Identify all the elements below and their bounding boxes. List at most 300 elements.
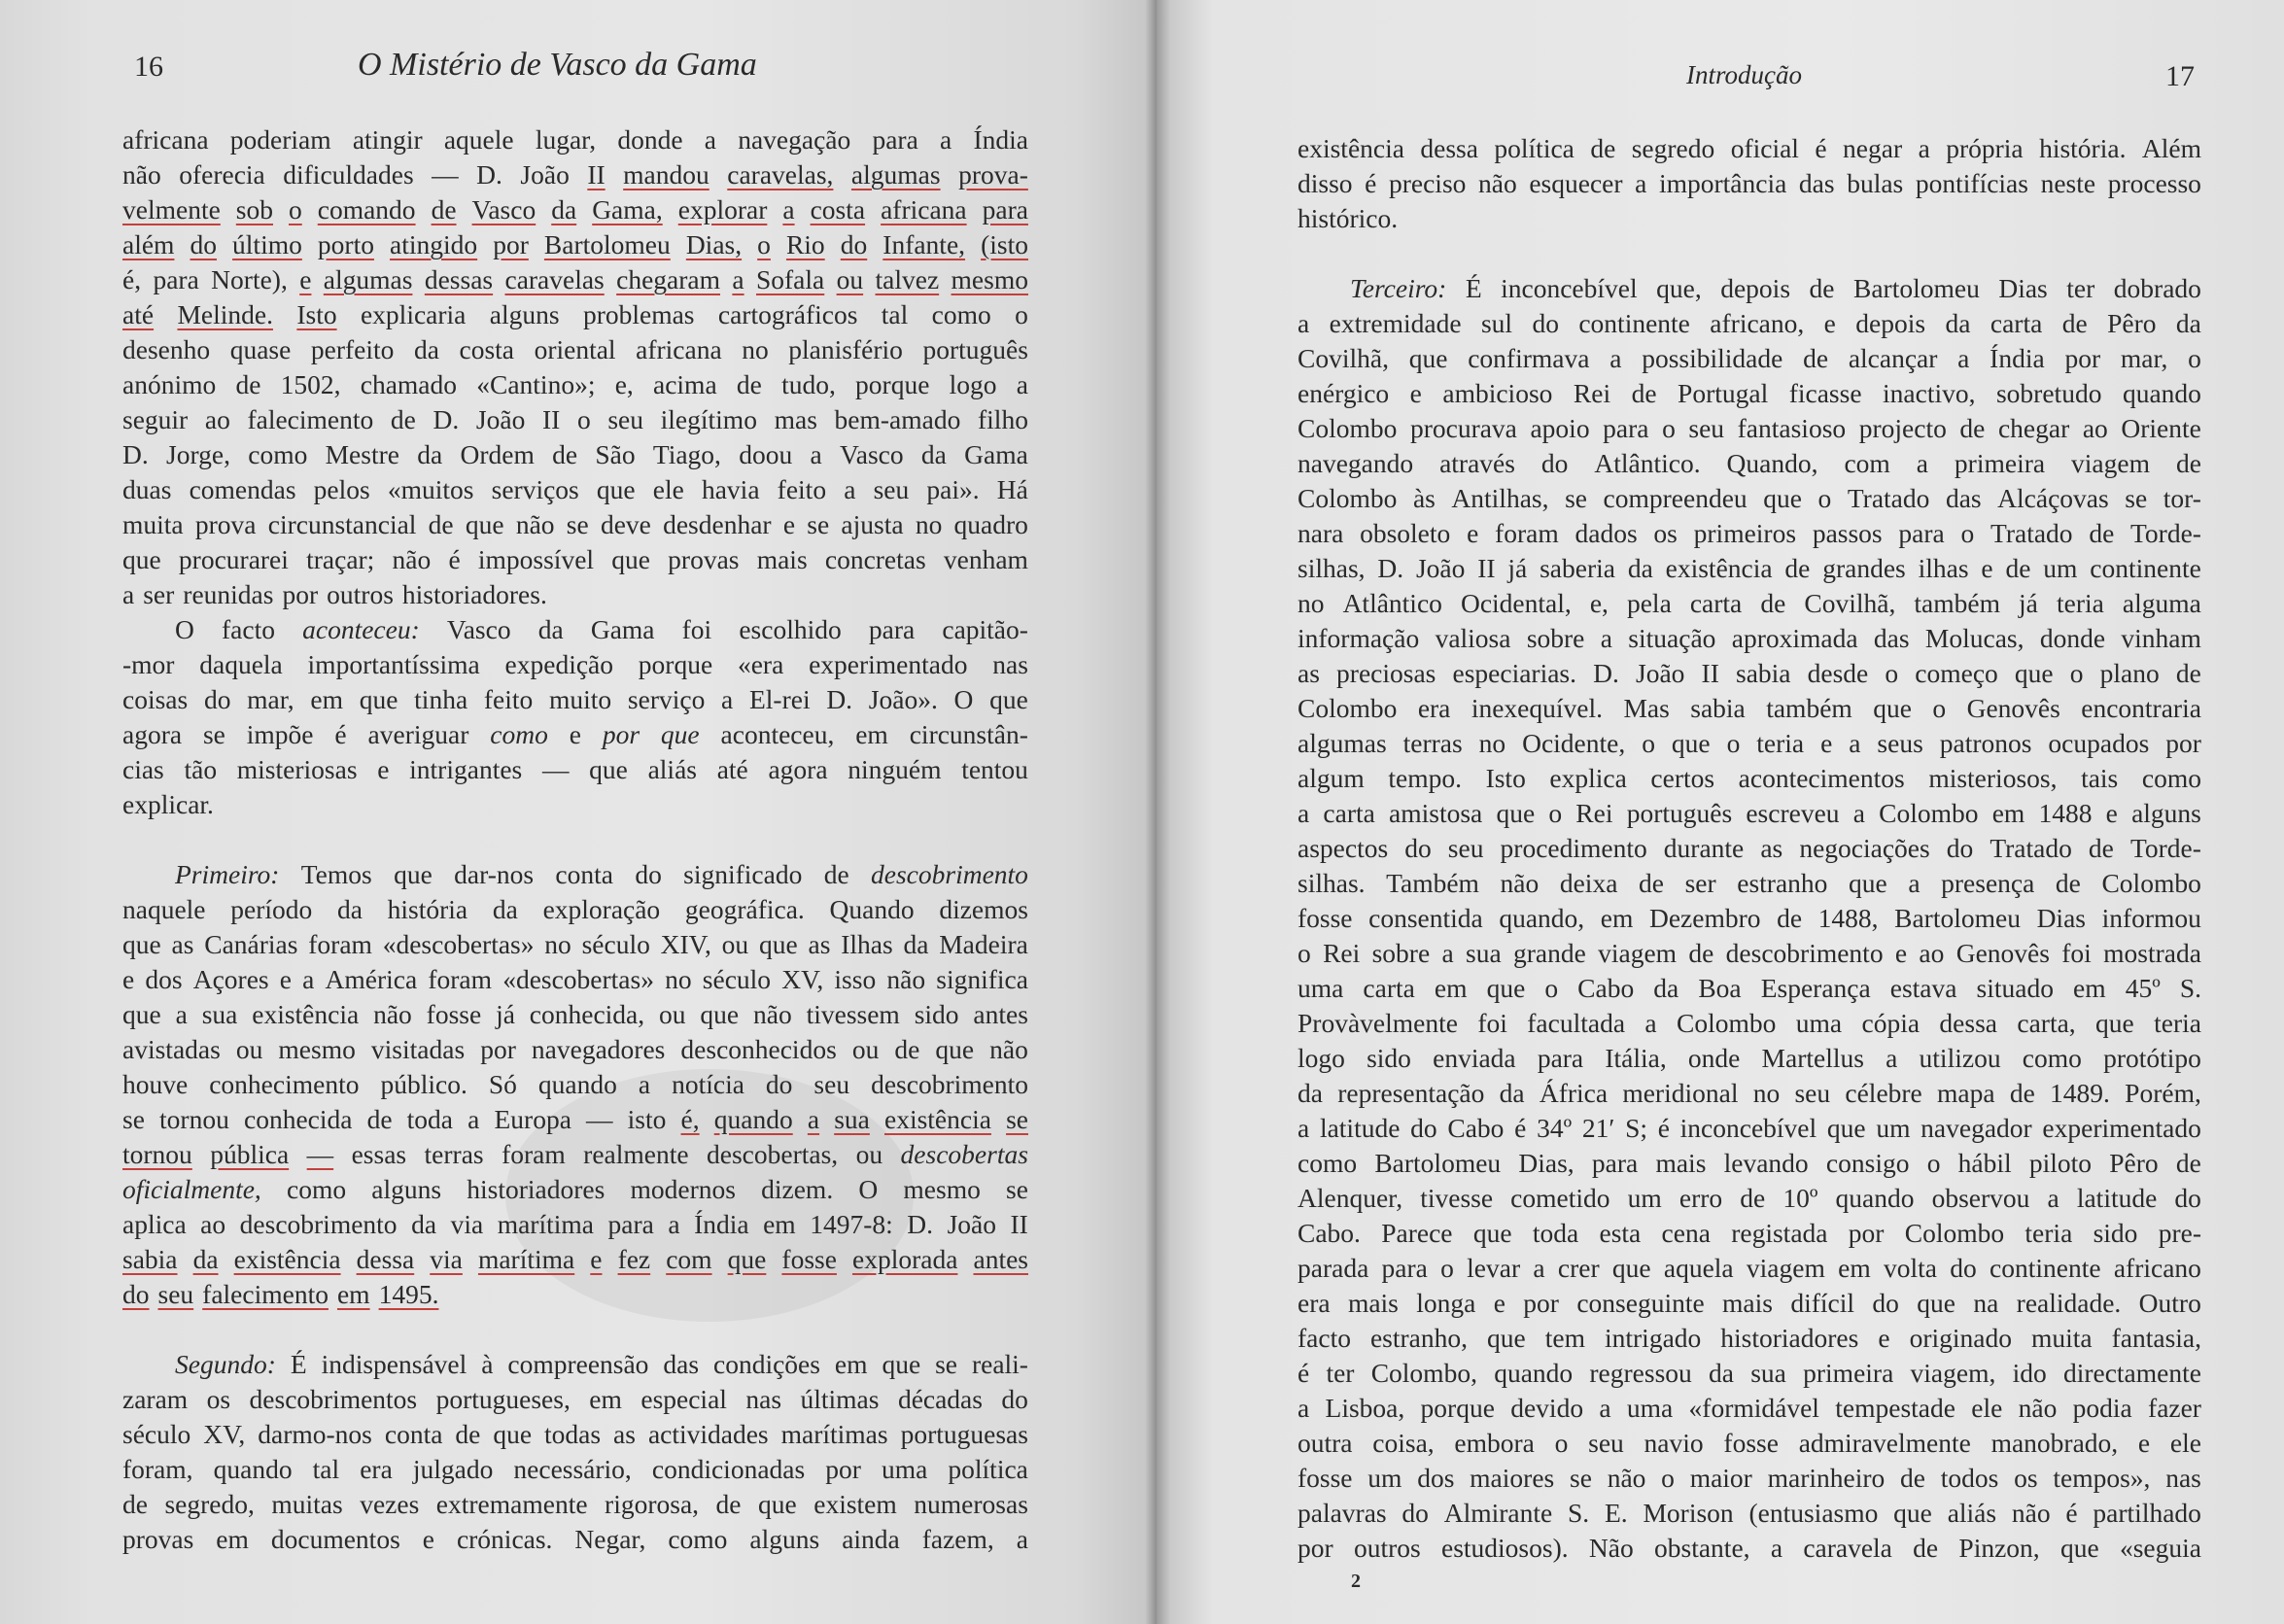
word: e [569,719,581,749]
word: explorar [677,194,768,225]
word: — [586,1104,613,1134]
running-title: Introdução [1686,60,1802,89]
word: conta [555,859,613,889]
word: depois [1720,273,1791,303]
word: política [948,1454,1028,1484]
word: Torde- [2130,518,2201,548]
word: para [1591,1148,1639,1178]
word: agora [122,719,183,749]
word: África [1539,1078,1609,1108]
text-line [1298,1006,2201,1041]
word: havia [701,474,760,504]
word: é [334,719,347,749]
word: da [492,894,518,924]
word: de [455,1419,481,1449]
word: darmo-nos [258,1419,372,1449]
word: navegadores [531,1034,666,1064]
word: africana [636,334,722,364]
word: da [1653,973,1679,1003]
word: especiarias. [1452,658,1576,688]
word: de [2009,1078,2035,1108]
word: que [935,1034,975,1064]
word: em [2073,973,2106,1003]
word: daquela [199,649,283,679]
word: Antilhas, [1451,483,1549,513]
word: deixa [1559,868,1618,898]
text-line [122,402,1028,437]
word: fez [617,1244,651,1274]
word: seus [1877,728,1923,758]
word: caravelas [504,264,605,294]
word: é [448,544,461,574]
word: circunstancial [267,509,417,539]
word: latitude [1319,1113,1401,1143]
word: viagem [1598,938,1678,968]
word: da [417,439,443,469]
word: alguns [489,299,560,329]
word: por [2064,343,2101,373]
word: de [736,369,762,399]
word: em [1838,1253,1871,1283]
word: fosse [426,999,482,1029]
word: e [377,754,390,784]
word: tal [881,299,909,329]
word: que, [1656,273,1702,303]
word: Genovês [1966,693,2060,723]
word: Colombo [1298,413,1398,443]
word: bulas [1847,168,1904,198]
word: viagem [1746,1253,1825,1283]
word: que [589,754,628,784]
word: nas [2165,1463,2201,1493]
text-line [1298,1321,2201,1356]
word: ao [1919,938,1945,968]
word: (isto [981,229,1028,259]
word: Covilhã, [1804,588,1896,618]
text-line [122,1382,1028,1417]
word: ter [1326,1358,1355,1388]
word: Tratado [1990,518,2073,548]
word: Terceiro: [1350,273,1447,303]
word: que [493,1419,533,1449]
word: até [122,299,155,329]
word: ou [659,999,686,1029]
word: dessa [1420,133,1478,163]
word: aproximada [1731,623,1858,653]
word: facto [222,614,275,644]
word: ao [200,1209,226,1239]
word: sabia [1690,693,1746,723]
word: (entusiasmo [1748,1498,1879,1528]
word: a [1849,728,1861,758]
word: Quando [829,894,915,924]
word: circunstân- [909,719,1028,749]
word: rigorosa, [605,1489,700,1519]
word: S; [1625,1113,1647,1143]
word: Também [1386,868,1479,898]
word: manobrado, [1990,1428,2119,1458]
word: compreensão [507,1349,649,1379]
word: Quando, [1726,448,1818,478]
text-line [122,717,1028,752]
word: inactivo, [1883,378,1976,408]
word: as [808,929,831,959]
word: seu [1588,1428,1624,1458]
word: do [190,229,217,259]
word: documentos [270,1524,400,1554]
word: as [1760,833,1783,863]
word: é [1815,133,1827,163]
text-line [122,297,1028,332]
text-line [122,367,1028,402]
word: preciosas [1336,658,1436,688]
word: caravela [1803,1533,1892,1563]
word: é [1298,1358,1310,1388]
word: navegação [738,124,851,155]
word: «era [737,649,784,679]
word: seu [157,1279,194,1309]
word: de [1784,553,1811,583]
text-line [1298,1181,2201,1216]
word: perfeito [310,334,395,364]
word: o [1926,1148,1941,1178]
word: décadas [897,1384,983,1414]
word: acontecimentos [1738,763,1905,793]
word: Martellus [1761,1043,1864,1073]
word: 1497-8: [810,1209,893,1239]
word: ocupados [2048,728,2150,758]
word: de [1760,588,1786,618]
text-line [1298,306,2201,341]
word: do [635,859,662,889]
word: começo [1915,658,1998,688]
word: grande [1512,938,1586,968]
word: Segundo: [175,1349,276,1379]
word: a [810,439,822,469]
word: e [1409,378,1422,408]
word: que [1671,728,1711,758]
word: vinham [2121,623,2201,653]
word: e [279,964,292,994]
word: era [1298,1288,1331,1318]
word: da [1945,308,1971,338]
word: São [595,439,636,469]
word: Bartolomeu [543,229,671,259]
word: que [611,544,650,574]
word: Rio [785,229,825,259]
word: dizemos [939,894,1028,924]
word: É [290,1349,307,1379]
word: Outro [2138,1288,2201,1318]
word: historiadores [1720,1323,1859,1353]
word: Ilhas [841,929,893,959]
word: Cabo [1447,1113,1505,1143]
word: portuguesas [900,1419,1028,1449]
text-line [1298,551,2201,586]
word: porque [1420,1393,1495,1423]
word: o [576,404,591,434]
word: a [668,1209,680,1239]
word: Alcáçovas [1997,483,2109,513]
word: em [216,1524,249,1554]
word: em [310,684,344,714]
word: seguir [122,404,189,434]
word: condições [712,1349,820,1379]
text-line [122,612,1028,647]
word: explica [1549,763,1627,793]
word: S. [2179,973,2201,1003]
text-line [122,437,1028,472]
word: onde [1687,1043,1741,1073]
word: para [868,614,916,644]
word: atingido [390,229,478,259]
paragraph-gap [122,1312,1028,1347]
word: seu [1794,1078,1831,1108]
word: filho [978,404,1028,434]
word: sua [1466,938,1502,968]
word: dos [145,964,183,994]
word: João [1415,553,1466,583]
word: Rei [1575,798,1613,828]
word: e, [1589,588,1609,618]
word: de [1803,343,1829,373]
word: que [700,999,740,1029]
word: É [1465,273,1482,303]
word: própria [1946,133,2024,163]
word: realmente [583,1139,689,1169]
word: Colombo [1904,1218,2005,1248]
word: o [2069,658,2084,688]
text-line [1298,1496,2201,1531]
word: se [807,509,830,539]
word: historiadores. [401,579,547,609]
word: o [1661,1463,1675,1493]
word: a [1609,343,1622,373]
word: mostrada [2103,938,2201,968]
word: alguns [2131,798,2201,828]
word: D. [433,404,460,434]
word: expedição [504,649,614,679]
word: dizem. [761,1174,834,1204]
word: procurava [1409,413,1517,443]
word: e [1820,728,1833,758]
text-line [122,577,1028,612]
word: Europa [494,1104,571,1134]
word: valiosa [1435,623,1511,653]
text-line [1298,1426,2201,1461]
word: ser [143,579,175,609]
word: XIV, [660,929,711,959]
word: XV, [781,964,824,994]
text-line [1298,1146,2201,1181]
word: as [171,929,194,959]
word: o [1960,518,1975,548]
word: ele [2169,1428,2201,1458]
word: situado [1976,973,2054,1003]
word: Primeiro: [175,859,280,889]
word: porto [317,229,374,259]
word: a [732,264,744,294]
word: pai». [926,474,980,504]
word: mar, [247,684,294,714]
word: como [490,719,548,749]
word: de [122,1489,148,1519]
word: a [1599,1393,1611,1423]
word: e, [614,369,634,399]
word: que [2014,658,2054,688]
word: pública [210,1139,290,1169]
word: Índia [1990,343,2045,373]
word: das [1798,168,1835,198]
word: confirmava [1468,343,1590,373]
word: tal [312,1454,340,1484]
word: Infante, [882,229,966,259]
word: de [428,509,454,539]
word: nas [992,649,1028,679]
word: aconteceu, [720,719,835,749]
word: costa [810,194,866,225]
word: se [1565,483,1587,513]
text-line [122,787,1028,822]
text-line [122,122,1028,157]
word: existência [1298,133,1404,163]
word: — [306,1139,334,1169]
word: em [1434,973,1468,1003]
word: «descobertas» [502,964,654,994]
word: isto [627,1104,667,1134]
word: primeira [1803,1358,1894,1388]
word: Vasco [839,439,904,469]
word: estava [1889,973,1957,1003]
word: dobrado [2113,273,2201,303]
word: indispensável [321,1349,467,1379]
word: continente [1578,308,1690,338]
word: a [1533,1253,1545,1283]
text-line [122,472,1028,507]
word: logo [949,369,997,399]
word: do [1950,1253,1977,1283]
word: 1488 [2038,798,2093,828]
word: africano, [1710,308,1805,338]
word: ficasse [1788,378,1862,408]
word: capitão- [942,614,1028,644]
word: não [752,999,792,1029]
word: terras [424,1139,484,1169]
word: exploração [542,894,661,924]
word: quando [1494,1358,1574,1388]
word: originado [1909,1323,2012,1353]
word: quando, [1499,903,1585,933]
word: da [411,1209,437,1239]
word: Almirante [1443,1498,1553,1528]
word: explicaria [360,299,467,329]
word: — [541,754,570,784]
word: Dias [1998,273,2048,303]
word: de [1777,903,1803,933]
word: venham [943,544,1028,574]
word: facto [1298,1323,1351,1353]
word: estranho, [1369,1323,1469,1353]
word: o [1298,938,1311,968]
word: aplica [122,1209,187,1239]
word: encontraria [2081,693,2201,723]
word: se [1570,1463,1592,1493]
text-line [122,647,1028,682]
word: levando [1723,1148,1809,1178]
text-line [122,1172,1028,1207]
word: grandes [1822,553,1906,583]
word: estudiosos). [1440,1533,1569,1563]
word: Lisboa, [1325,1393,1405,1423]
word: dos [1417,1463,1455,1493]
word: tais [2081,763,2119,793]
text-line [1298,831,2201,866]
word: das [1945,483,1982,513]
word: também [1914,588,2000,618]
word: ao [204,404,230,434]
word: antes [973,999,1028,1029]
word: Pinzon, [1958,1533,2040,1563]
word: inexequível. [1471,693,1603,723]
word: como [2141,763,2201,793]
word: Isto [296,299,337,329]
word: Provàvelmente [1298,1008,1458,1038]
word: negar [1843,133,1903,163]
word: consentida [1368,903,1483,933]
word: a [638,1069,651,1099]
word: ou [836,264,864,294]
word: porque [855,369,930,399]
word: o [757,229,771,259]
word: sobretudo [1995,378,2102,408]
word: à [481,1349,494,1379]
word: de [2175,658,2201,688]
word: tudo, [781,369,836,399]
word: 1495. [378,1279,439,1309]
word: algumas [1298,728,1387,758]
word: já [2019,588,2038,618]
word: a [721,684,734,714]
word: é [1514,1113,1527,1143]
word: o [1554,1428,1569,1458]
word: Itália, [1605,1043,1667,1073]
word: porque [638,649,713,679]
word: viagem [2071,448,2150,478]
word: D. [1377,553,1404,583]
word: aliás [1947,1498,1997,1528]
text-line [122,542,1028,577]
word: inconcebível [1679,1113,1817,1143]
word: D. [1593,658,1619,688]
word: Madeira [939,929,1028,959]
word: tornou [122,1139,192,1169]
word: — [432,159,459,190]
word: Ocidental, [1460,588,1572,618]
word: mesmo [951,264,1028,294]
word: «formidável [1688,1393,1819,1423]
word: neste [2040,168,2096,198]
word: planisfério [788,334,903,364]
word: não [2011,1498,2051,1528]
word: serviços [491,474,579,504]
word: a [467,1104,480,1134]
text-line [122,752,1028,787]
word: a [807,1104,820,1134]
word: Gama [590,614,655,644]
word: donde [617,124,683,155]
word: de [823,859,849,889]
word: existência [233,1244,341,1274]
